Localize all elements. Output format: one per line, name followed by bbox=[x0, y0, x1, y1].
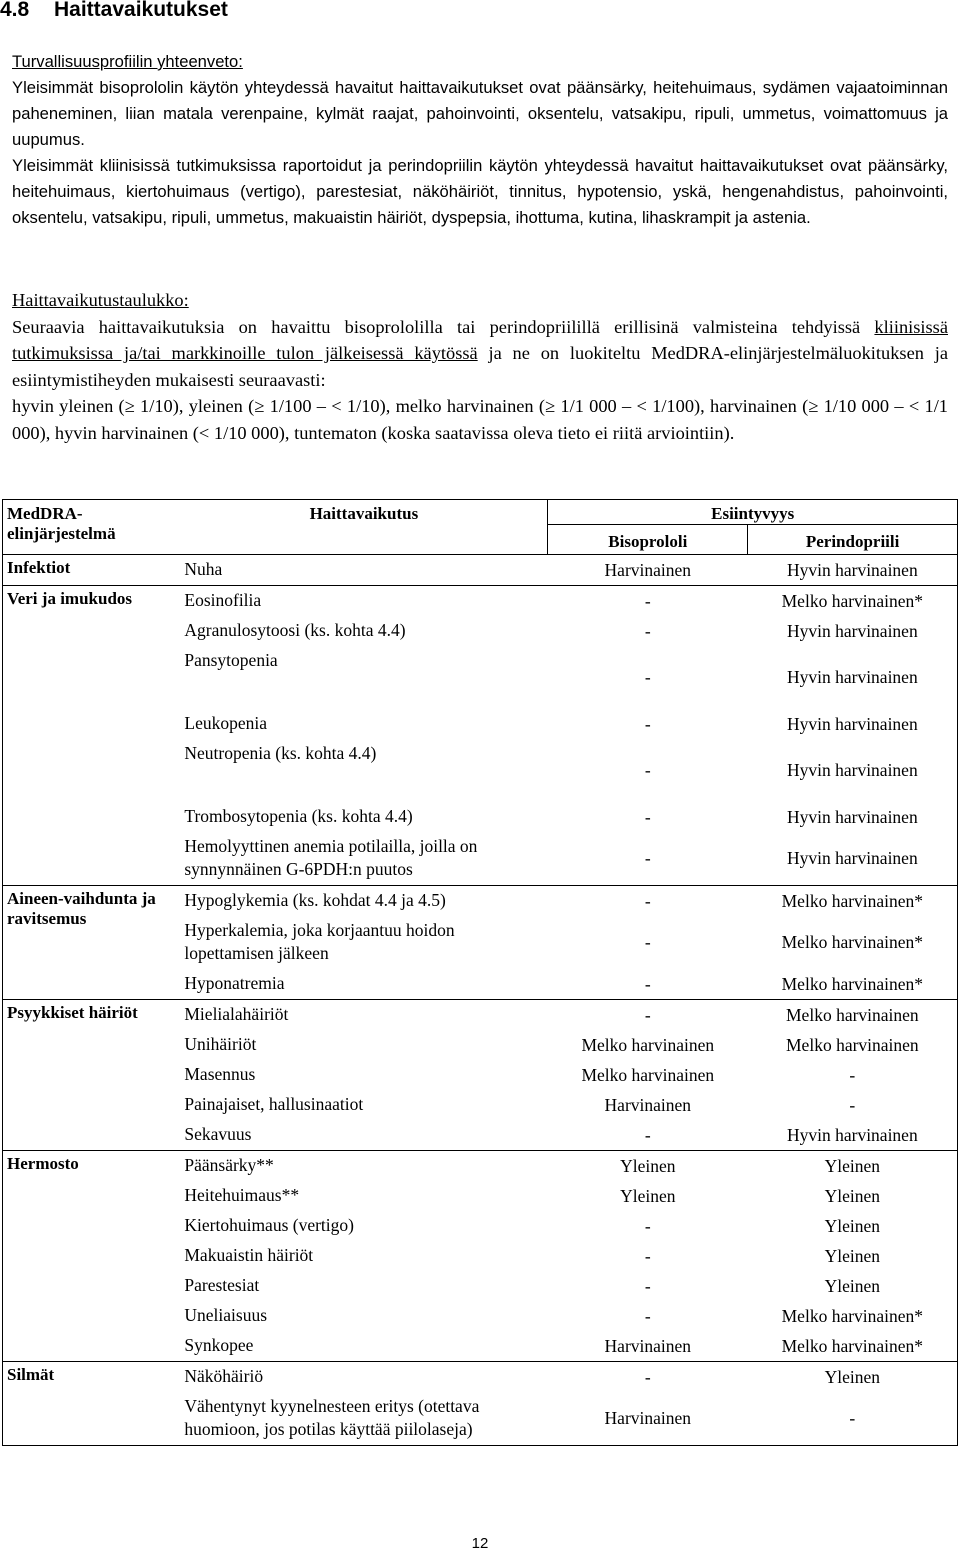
header-perindopril: Perindopriili bbox=[748, 525, 958, 555]
perindopril-frequency-cell: Yleinen bbox=[824, 1215, 881, 1236]
effect-cell: Hyponatremia bbox=[184, 973, 285, 993]
perindopril-frequency-cell: Melko harvinainen* bbox=[781, 932, 924, 952]
effect-cell: Hyperkalemia, joka korjaantuu hoidon lopettamisen jälkeen bbox=[184, 920, 455, 963]
bisoprolol-frequency-cell: Yleinen bbox=[620, 1185, 676, 1206]
effect-cell: Vähentynyt kyynelnesteen eritys (otettava huomioon, jos potilas käyttää piilolaseja) bbox=[184, 1396, 480, 1439]
table-row bbox=[3, 555, 958, 586]
table-row bbox=[3, 886, 958, 917]
effect-cell: Pansytopenia bbox=[184, 650, 278, 670]
bisoprolol-frequency-cell: Harvinainen bbox=[604, 1408, 692, 1428]
effect-cell: Nuha bbox=[184, 559, 223, 579]
effect-cell: Sekavuus bbox=[184, 1124, 252, 1144]
bisoprolol-frequency-cell: Melko harvinainen bbox=[581, 1064, 715, 1085]
organ-system-cell: Psyykkiset häiriöt bbox=[7, 1003, 138, 1022]
bisoprolol-frequency-cell: - bbox=[644, 620, 651, 641]
organ-system-cell: Infektiot bbox=[7, 558, 71, 577]
effect-cell: Unihäiriöt bbox=[184, 1034, 257, 1054]
bisoprolol-frequency-cell: - bbox=[644, 1366, 651, 1387]
section-heading bbox=[0, 0, 228, 22]
perindopril-frequency-cell: Yleinen bbox=[824, 1245, 881, 1266]
effect-cell: Trombosytopenia (ks. kohta 4.4) bbox=[184, 806, 413, 826]
bisoprolol-frequency-cell: - bbox=[644, 590, 651, 611]
effect-cell: Leukopenia bbox=[184, 713, 267, 733]
effect-cell: Hypoglykemia (ks. kohdat 4.4 ja 4.5) bbox=[184, 890, 446, 910]
effect-cell: Mielialahäiriöt bbox=[184, 1004, 289, 1024]
perindopril-frequency-cell: Hyvin harvinainen bbox=[786, 806, 918, 827]
organ-system-cell: Hermosto bbox=[7, 1154, 79, 1173]
perindopril-frequency-cell: Hyvin harvinainen bbox=[786, 1124, 918, 1145]
bisoprolol-frequency-cell: - bbox=[644, 932, 651, 952]
header-system: MedDRA-elinjärjestelmä bbox=[7, 504, 116, 543]
effect-cell: Parestesiat bbox=[184, 1275, 260, 1295]
perindopril-frequency-cell: Yleinen bbox=[824, 1366, 881, 1387]
perindopril-frequency-cell: Hyvin harvinainen bbox=[786, 667, 918, 687]
table-intro-line-1: Seuraavia haittavaikutuksia on havaittu bisoprololilla tai perindopriilillä erillisinä valmisteina tehdyissä bbox=[12, 316, 861, 337]
section-title: Haittavaikutukset bbox=[54, 0, 228, 21]
effect-cell: Makuaistin häiriöt bbox=[184, 1245, 314, 1265]
bisoprolol-frequency-cell: - bbox=[644, 1275, 651, 1296]
section-number: 4.8 bbox=[0, 0, 30, 21]
perindopril-frequency-cell: Hyvin harvinainen bbox=[786, 848, 918, 868]
summary-heading: Turvallisuusprofiilin yhteenveto: bbox=[12, 52, 243, 71]
bisoprolol-frequency-cell: Harvinainen bbox=[604, 559, 692, 580]
perindopril-frequency-cell: Melko harvinainen* bbox=[781, 890, 924, 911]
bisoprolol-frequency-cell: - bbox=[644, 1215, 651, 1236]
perindopril-frequency-cell: - bbox=[849, 1094, 856, 1115]
bisoprolol-frequency-cell: Melko harvinainen bbox=[581, 1034, 715, 1055]
perindopril-frequency-cell: Yleinen bbox=[824, 1185, 881, 1206]
bisoprolol-frequency-cell: - bbox=[644, 713, 651, 734]
effect-cell: Päänsärky** bbox=[184, 1155, 274, 1175]
table-intro-link[interactable]: kliinisissä tutkimuksissa ja/tai markkinoille tulon jälkeisessä käytössä bbox=[12, 316, 948, 364]
header-effect: Haittavaikutus bbox=[309, 504, 419, 523]
organ-system-cell: Veri ja imukudos bbox=[7, 589, 133, 608]
effect-cell: Agranulosytoosi (ks. kohta 4.4) bbox=[184, 620, 406, 640]
effect-cell: Näköhäiriö bbox=[184, 1366, 264, 1386]
header-frequency: Esiintyvyys bbox=[548, 500, 958, 525]
table-row bbox=[3, 1000, 958, 1031]
table-row bbox=[3, 1362, 958, 1393]
frequency-definitions: hyvin yleinen (≥ 1/10), yleinen (≥ 1/100 – < 1/10), melko harvinainen (≥ 1/1 000 – < 1/100), harvinainen (≥ 1/10 000 – < 1/1 000), hyvin harvinainen (< 1/10 000), tuntematon (koska saatavissa oleva tieto ei riitä arviointiin). bbox=[12, 396, 948, 443]
table-intro-line-2: ja ne on luokiteltu MedDRA-elinjärjestelmäluokituksen ja esiintymistiheyden mukaisesti seuraavasti: bbox=[12, 343, 948, 390]
effect-cell: Masennus bbox=[184, 1064, 256, 1084]
perindopril-frequency-cell: Hyvin harvinainen bbox=[786, 713, 918, 734]
bisoprolol-frequency-cell: - bbox=[644, 667, 651, 687]
organ-system-cell: Silmät bbox=[7, 1365, 55, 1384]
bisoprolol-frequency-cell: - bbox=[644, 848, 651, 868]
organ-system-cell: Aineen-vaihdunta ja ravitsemus bbox=[7, 889, 156, 928]
bisoprolol-frequency-cell: - bbox=[644, 806, 651, 827]
perindopril-frequency-cell: Melko harvinainen* bbox=[781, 590, 924, 611]
table-intro-block bbox=[12, 287, 948, 447]
page-number: 12 bbox=[471, 1535, 489, 1552]
bisoprolol-frequency-cell: - bbox=[644, 760, 651, 780]
perindopril-frequency-cell: Hyvin harvinainen bbox=[786, 620, 918, 641]
effect-cell: Eosinofilia bbox=[184, 590, 262, 610]
bisoprolol-frequency-cell: Yleinen bbox=[620, 1155, 676, 1176]
effect-cell: Hemolyyttinen anemia potilailla, joilla on synnynnäinen G-6PDH:n puutos bbox=[184, 836, 478, 879]
perindopril-frequency-cell: Yleinen bbox=[824, 1155, 881, 1176]
bisoprolol-frequency-cell: Harvinainen bbox=[604, 1094, 692, 1115]
table-intro-heading: Haittavaikutustaulukko: bbox=[12, 290, 189, 310]
summary-paragraph-1: Yleisimmät bisoprololin käytön yhteydessä havaitut haittavaikutukset ovat päänsärky, heitehuimaus, sydämen vajaatoiminnan paheneminen, liian matala verenpaine, kylmät raajat, pahoinvointi, oksentelu, vatsakipu, ripuli, ummetus, voimattomuus ja uupumus. bbox=[12, 78, 948, 149]
bisoprolol-frequency-cell: - bbox=[644, 1245, 651, 1266]
perindopril-frequency-cell: Melko harvinainen* bbox=[781, 973, 924, 994]
perindopril-frequency-cell: Melko harvinainen bbox=[786, 1034, 919, 1055]
adverse-effects-table bbox=[2, 499, 958, 1446]
effect-cell: Kiertohuimaus (vertigo) bbox=[184, 1215, 354, 1235]
effect-cell: Uneliaisuus bbox=[184, 1305, 268, 1325]
bisoprolol-frequency-cell: - bbox=[644, 1004, 651, 1025]
effect-cell: Heitehuimaus** bbox=[184, 1185, 300, 1205]
effect-cell: Neutropenia (ks. kohta 4.4) bbox=[184, 743, 377, 763]
bisoprolol-frequency-cell: - bbox=[644, 890, 651, 911]
bisoprolol-frequency-cell: - bbox=[644, 1124, 651, 1145]
perindopril-frequency-cell: Yleinen bbox=[824, 1275, 881, 1296]
bisoprolol-frequency-cell: Harvinainen bbox=[604, 1335, 692, 1356]
bisoprolol-frequency-cell: - bbox=[644, 1305, 651, 1326]
summary-paragraph-2: Yleisimmät kliinisissä tutkimuksissa raportoidut ja perindopriilin käytön yhteydessä havaitut haittavaikutukset ovat päänsärky, heitehuimaus, kiertohuimaus (vertigo), parestesiat, näköhäiriöt, tinnitus, hypotensio, yskä, hengenahdistus, pahoinvointi, oksentelu, vatsakipu, ripuli, ummetus, makuaistin häiriöt, dyspepsia, ihottuma, kutina, lihaskrampit ja astenia. bbox=[12, 156, 948, 227]
perindopril-frequency-cell: Melko harvinainen* bbox=[781, 1305, 924, 1326]
perindopril-frequency-cell: Hyvin harvinainen bbox=[786, 559, 918, 580]
perindopril-frequency-cell: Melko harvinainen* bbox=[781, 1335, 924, 1356]
perindopril-frequency-cell: - bbox=[849, 1408, 856, 1428]
table-row bbox=[3, 586, 958, 617]
effect-cell: Synkopee bbox=[184, 1335, 254, 1355]
perindopril-frequency-cell: - bbox=[849, 1064, 856, 1085]
table-row bbox=[3, 1151, 958, 1182]
perindopril-frequency-cell: Hyvin harvinainen bbox=[786, 760, 918, 780]
perindopril-frequency-cell: Melko harvinainen bbox=[786, 1004, 919, 1025]
effect-cell: Painajaiset, hallusinaatiot bbox=[184, 1094, 364, 1114]
summary-block bbox=[12, 49, 948, 231]
bisoprolol-frequency-cell: - bbox=[644, 973, 651, 994]
header-bisoprolol: Bisoprololi bbox=[548, 525, 748, 555]
